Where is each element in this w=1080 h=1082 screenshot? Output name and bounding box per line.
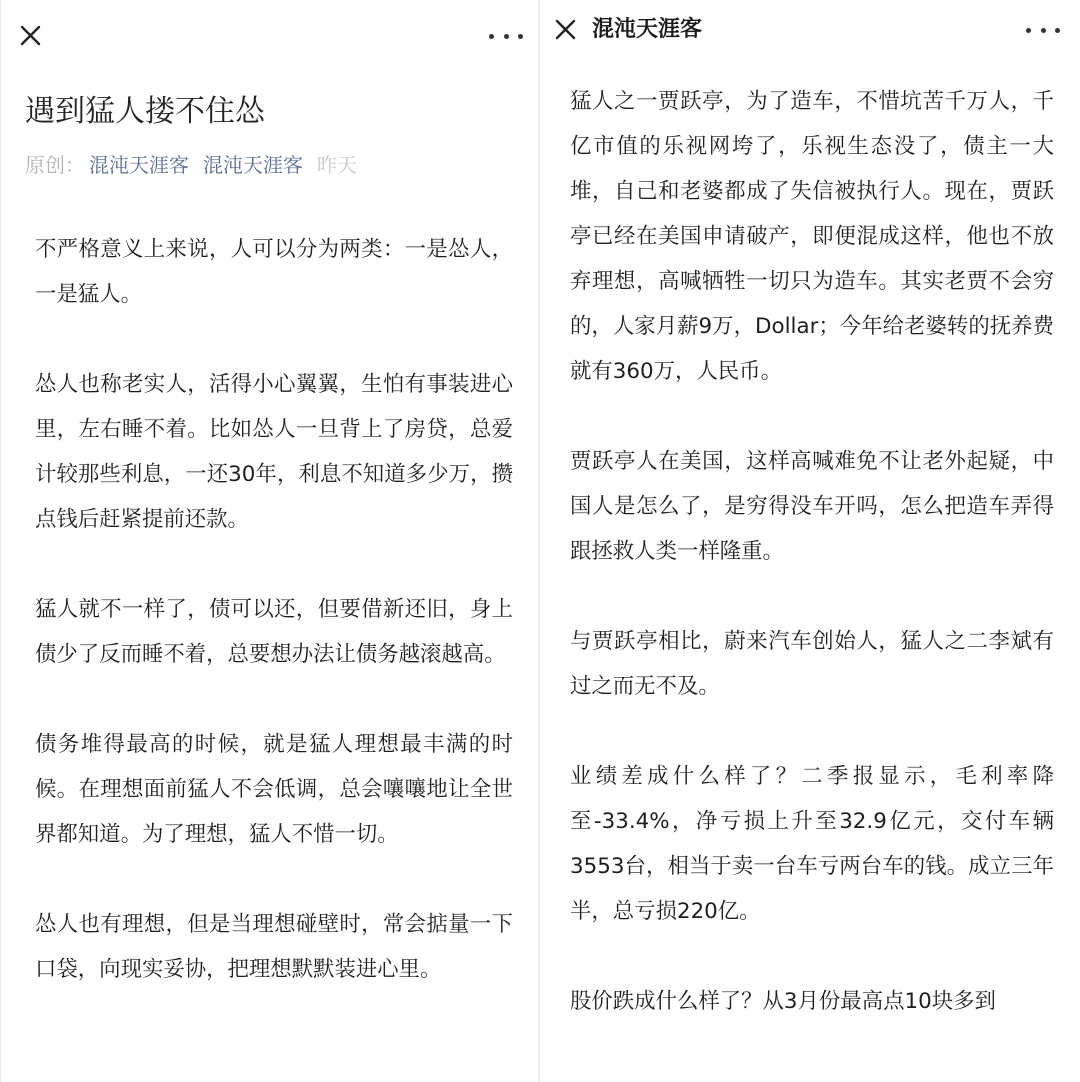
- close-icon[interactable]: [550, 12, 584, 46]
- paragraph: 不严格意义上来说，人可以分为两类：一是怂人，一是猛人。: [35, 237, 513, 307]
- paragraph: 与贾跃亭相比，蔚来汽车创始人，猛人之二李斌有过之而无不及。: [570, 629, 1054, 699]
- paragraph: 猛人就不一样了，债可以还，但要借新还旧，身上债少了反而睡不着，总要想办法让债务越滚越高。: [35, 597, 513, 667]
- close-icon[interactable]: [15, 18, 49, 52]
- right-article-panel: [540, 0, 1080, 1082]
- account-link[interactable]: 混沌天涯客: [203, 153, 303, 177]
- left-article-panel: [0, 0, 539, 1082]
- article-body: [35, 227, 513, 1037]
- paragraph: 业绩差成什么样了？二季报显示，毛利率降至-33.4%，净亏损上升至32.9亿元，交付车辆3553台，相当于卖一台车亏两台车的钱。成立三年半，总亏损220亿。: [570, 764, 1054, 924]
- paragraph: 股价跌成什么样了？从3月份最高点10块多到: [570, 989, 996, 1014]
- paragraph: 怂人也有理想，但是当理想碰壁时，常会掂量一下口袋，向现实妥协，把理想默默装进心里。: [35, 912, 513, 982]
- paragraph: 贾跃亭人在美国，这样高喊难免不让老外起疑，中国人是怎么了，是穷得没车开吗，怎么把造车弄得跟拯救人类一样隆重。: [570, 449, 1054, 564]
- more-icon[interactable]: [1026, 20, 1060, 40]
- paragraph: 怂人也称老实人，活得小心翼翼，生怕有事装进心里，左右睡不着。比如怂人一旦背上了房贷，总爱计较那些利息，一还30年，利息不知道多少万，攒点钱后赶紧提前还款。: [35, 372, 513, 532]
- article-title: 遇到猛人搂不住怂: [25, 94, 265, 129]
- article-body: [570, 79, 1054, 1069]
- nav-title: 混沌天涯客: [592, 17, 703, 42]
- paragraph: 猛人之一贾跃亭，为了造车，不惜坑苦千万人，千亿市值的乐视网垮了，乐视生态没了，债主一大堆，自己和老婆都成了失信被执行人。现在，贾跃亭已经在美国申请破产，即便混成这样，他也不放弃理想，高喊牺牲一切只为造车。其实老贾不会穷的，人家月薪9万，Dollar；今年给老婆转的抚养费就有360万，人民币。: [570, 89, 1054, 384]
- more-icon[interactable]: [489, 26, 523, 46]
- publish-time: 昨天: [317, 153, 357, 177]
- author-link[interactable]: 混沌天涯客: [89, 153, 189, 177]
- original-label: 原创：: [25, 153, 85, 177]
- paragraph: 债务堆得最高的时候，就是猛人理想最丰满的时候。在理想面前猛人不会低调，总会嚷嚷地让全世界都知道。为了理想，猛人不惜一切。: [35, 732, 513, 847]
- article-meta: [25, 150, 357, 180]
